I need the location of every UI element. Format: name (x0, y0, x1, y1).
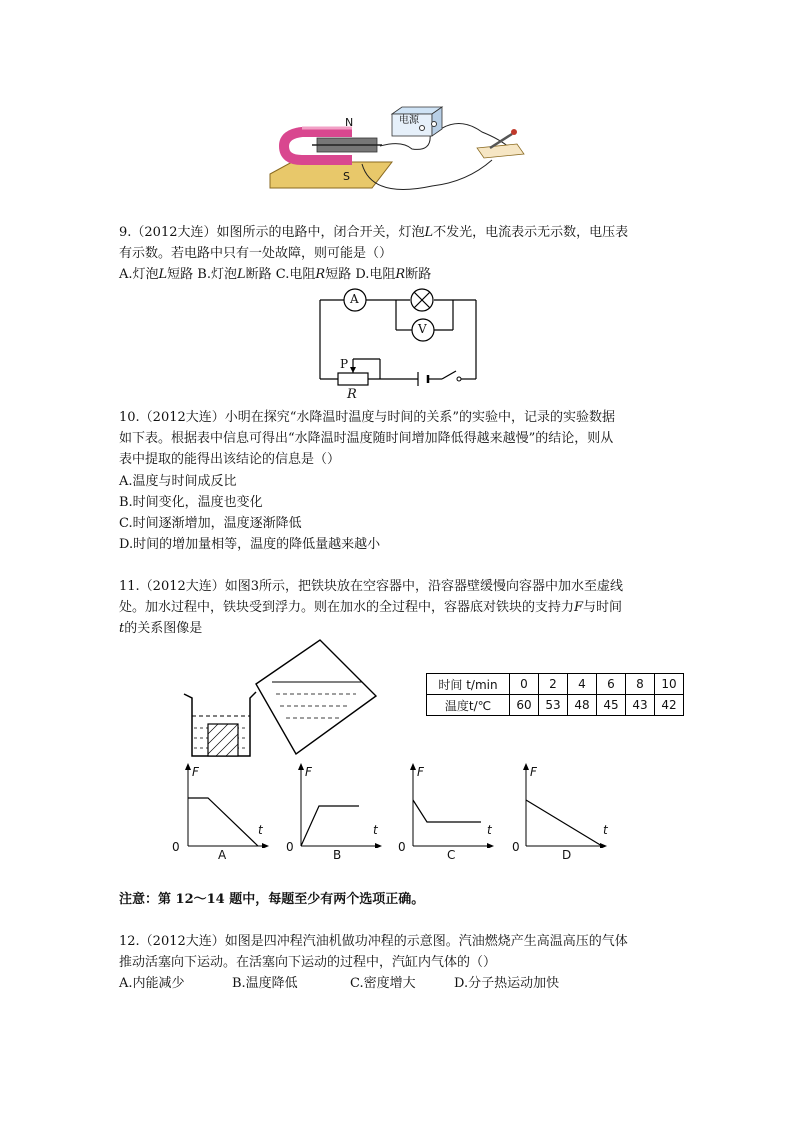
graph-b-t-label: t (373, 823, 378, 837)
q12-option-b: B.温度降低 (232, 976, 298, 991)
graph-a-label: A (218, 848, 227, 862)
graph-a-t-label: t (258, 823, 263, 837)
graph-d-origin: 0 (512, 840, 520, 854)
graph-d-label: D (562, 848, 572, 862)
q12-option-c: C.密度增大 (350, 976, 416, 991)
graph-b-curve (301, 806, 359, 846)
graph-d-curve (526, 800, 602, 846)
table-cell: 48 (568, 695, 597, 716)
ammeter-label: A (350, 292, 359, 306)
q9-line2: 有示数。若电路中只有一处故障，则可能是（） (119, 246, 393, 261)
slider-label: P (340, 357, 349, 371)
table-cell: 43 (626, 695, 655, 716)
power-supply-label: 电源 (399, 115, 419, 126)
table-row-temp (427, 695, 684, 716)
q10-line2: 如下表。根据表中信息可得出“水降温时温度随时间增加降低得越来越慢”的结论，则从 (119, 431, 614, 446)
temperature-table (426, 673, 684, 716)
q11-line3: t的关系图像是 (119, 621, 203, 636)
q12-option-a: A.内能减少 (119, 976, 185, 991)
graph-a-origin: 0 (172, 840, 180, 854)
q9-options: A.灯泡L短路 B.灯泡L断路 C.电阻R短路 D.电阻R断路 (119, 267, 432, 282)
circuit-diagram (310, 287, 486, 403)
q10-option-b: B.时间变化，温度也变化 (119, 495, 263, 510)
q10-line1: 10.（2012大连）小明在探究“水降温时温度与时间的关系”的实验中，记录的实验数据 (119, 410, 616, 425)
beaker-figure (180, 638, 380, 762)
table-cell: 6 (597, 674, 626, 695)
q12-line2: 推动活塞向下运动。在活塞向下运动的过程中，汽缸内气体的（） (119, 955, 497, 970)
q10-option-a: A.温度与时间成反比 (119, 474, 237, 489)
q12-options (119, 973, 559, 994)
graph-a-curve (188, 798, 258, 846)
q10-line3: 表中提取的能得出该结论的信息是（） (119, 452, 341, 467)
q12-line1: 12.（2012大连）如图是四冲程汽油机做功冲程的示意图。汽油燃烧产生高温高压的气体 (119, 934, 628, 949)
q12-option-d: D.分子热运动加快 (454, 976, 560, 991)
graph-b-f-label: F (305, 765, 312, 779)
table-cell: 0 (510, 674, 539, 695)
table-header-time: 时间 t/min (427, 674, 510, 695)
graph-c-origin: 0 (398, 840, 406, 854)
q11-line1: 11.（2012大连）如图3所示，把铁块放在空容器中，沿容器壁缓慢向容器中加水至虚线 (119, 579, 624, 594)
graph-b-origin: 0 (286, 840, 294, 854)
table-cell: 42 (655, 695, 684, 716)
table-header-temp: 温度t/℃ (427, 695, 510, 716)
q10-option-c: C.时间逐渐增加，温度逐渐降低 (119, 516, 302, 531)
magnet-n-label: N (345, 116, 354, 129)
graph-c-f-label: F (417, 765, 424, 779)
resistor-label: R (347, 387, 357, 402)
table-cell: 2 (539, 674, 568, 695)
q10-option-d: D.时间的增加量相等，温度的降低量越来越小 (119, 537, 381, 552)
q9-line1: 9.（2012大连）如图所示的电路中，闭合开关，灯泡L不发光，电流表示无示数，电压表 (119, 225, 629, 240)
table-cell: 4 (568, 674, 597, 695)
table-cell: 60 (510, 695, 539, 716)
table-cell: 8 (626, 674, 655, 695)
q11-line2: 处。加水过程中，铁块受到浮力。则在加水的全过程中，容器底对铁块的支持力F与时间 (119, 600, 623, 615)
graph-d-f-label: F (530, 765, 537, 779)
graph-d-t-label: t (603, 823, 608, 837)
section-note: 注意：第 12～14 题中，每题至少有两个选项正确。 (119, 892, 425, 907)
graph-c-curve (413, 800, 481, 822)
graph-c-t-label: t (487, 823, 492, 837)
table-row-time (427, 674, 684, 695)
table-cell: 10 (655, 674, 684, 695)
magnet-s-label: S (343, 170, 350, 183)
voltmeter-label: V (418, 322, 427, 336)
graph-b-label: B (333, 848, 342, 862)
table-cell: 45 (597, 695, 626, 716)
table-cell: 53 (539, 695, 568, 716)
graph-a-f-label: F (192, 765, 199, 779)
magnet-figure (262, 104, 530, 194)
graph-c-label: C (447, 848, 456, 862)
